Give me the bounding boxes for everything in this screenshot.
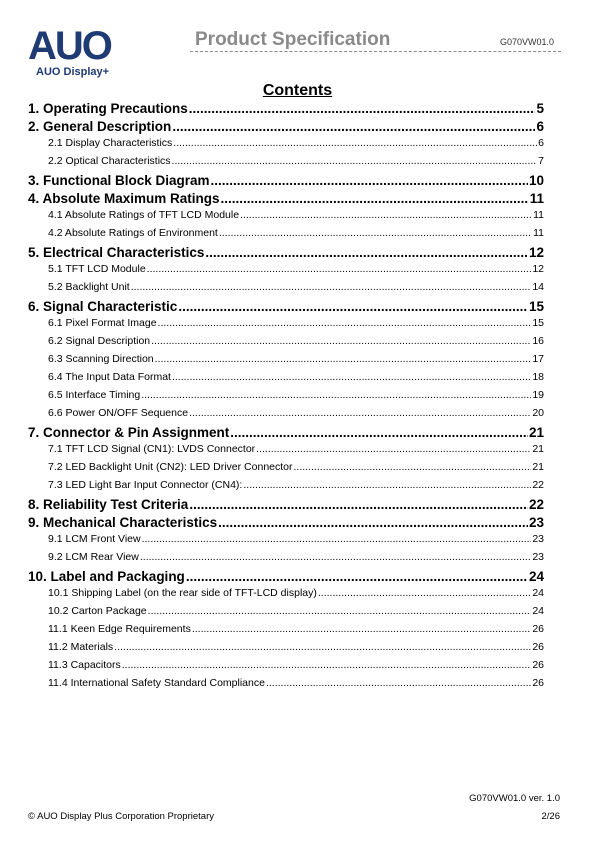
toc-entry-page: 26 xyxy=(532,641,544,653)
toc-dot-leader xyxy=(211,173,528,188)
header-rule xyxy=(190,51,561,52)
toc-entry-label: 8. Reliability Test Criteria xyxy=(28,497,189,512)
toc-entry-label: 4.2 Absolute Ratings of Environment xyxy=(48,227,218,239)
toc-entry-label: 4. Absolute Maximum Ratings xyxy=(28,191,220,206)
toc-dot-leader xyxy=(218,515,528,530)
toc-subsection-entry[interactable] xyxy=(28,551,544,569)
toc-dot-leader xyxy=(147,263,532,275)
toc-dot-leader xyxy=(148,605,532,617)
toc-subsection-entry[interactable] xyxy=(28,227,544,245)
toc-entry-page: 23 xyxy=(528,515,544,530)
toc-entry-page: 10 xyxy=(528,173,544,188)
toc-entry-label: 10. Label and Packaging xyxy=(28,569,185,584)
toc-dot-leader xyxy=(158,317,532,329)
toc-dot-leader xyxy=(189,497,528,512)
toc-section-entry[interactable] xyxy=(28,119,544,137)
toc-entry-label: 6.6 Power ON/OFF Sequence xyxy=(48,407,189,419)
footer-copyright: © AUO Display Plus Corporation Proprietary xyxy=(28,811,214,822)
toc-subsection-entry[interactable] xyxy=(28,137,544,155)
toc-entry-label: 4.1 Absolute Ratings of TFT LCD Module xyxy=(48,209,240,221)
toc-entry-label: 11.1 Keen Edge Requirements xyxy=(48,623,191,635)
toc-section-entry[interactable] xyxy=(28,425,544,443)
toc-subsection-entry[interactable] xyxy=(28,209,544,227)
toc-dot-leader xyxy=(192,623,531,635)
toc-entry-label: 11.4 International Safety Standard Compliance xyxy=(48,677,265,689)
toc-dot-leader xyxy=(189,407,531,419)
toc-dot-leader xyxy=(155,353,532,365)
toc-subsection-entry[interactable] xyxy=(28,623,544,641)
toc-entry-label: 11.2 Materials xyxy=(48,641,114,653)
toc-entry-page: 26 xyxy=(532,677,544,689)
toc-dot-leader xyxy=(131,281,532,293)
toc-subsection-entry[interactable] xyxy=(28,155,544,173)
toc-entry-label: 1. Operating Precautions xyxy=(28,101,188,116)
toc-entry-page: 21 xyxy=(532,461,544,473)
toc-dot-leader xyxy=(243,479,531,491)
toc-entry-page: 21 xyxy=(528,425,544,440)
toc-section-entry[interactable] xyxy=(28,299,544,317)
toc-entry-label: 2.2 Optical Characteristics xyxy=(48,155,171,167)
toc-entry-page: 26 xyxy=(532,623,544,635)
toc-entry-page: 6 xyxy=(538,137,544,149)
toc-entry-label: 6.3 Scanning Direction xyxy=(48,353,154,365)
toc-entry-label: 10.2 Carton Package xyxy=(48,605,147,617)
toc-entry-label: 2. General Description xyxy=(28,119,172,134)
logo-text: AUO xyxy=(28,26,111,64)
toc-entry-label: 6.2 Signal Description xyxy=(48,335,151,347)
toc-entry-label: 7.1 TFT LCD Signal (CN1): LVDS Connector xyxy=(48,443,256,455)
toc-subsection-entry[interactable] xyxy=(28,353,544,371)
footer-page-number: 2/26 xyxy=(541,811,560,822)
toc-entry-page: 11 xyxy=(533,227,544,239)
toc-dot-leader xyxy=(178,299,528,314)
toc-dot-leader xyxy=(205,245,528,260)
toc-entry-page: 26 xyxy=(532,659,544,671)
toc-section-entry[interactable] xyxy=(28,173,544,191)
toc-dot-leader xyxy=(189,101,536,116)
toc-entry-label: 9.2 LCM Rear View xyxy=(48,551,139,563)
table-of-contents xyxy=(28,101,544,695)
toc-entry-label: 3. Functional Block Diagram xyxy=(28,173,210,188)
toc-subsection-entry[interactable] xyxy=(28,371,544,389)
toc-entry-page: 24 xyxy=(528,569,544,584)
toc-dot-leader xyxy=(294,461,532,473)
toc-entry-label: 6.1 Pixel Format Image xyxy=(48,317,157,329)
toc-dot-leader xyxy=(141,389,531,401)
toc-entry-label: 7.2 LED Backlight Unit (CN2): LED Driver Connector xyxy=(48,461,293,473)
toc-section-entry[interactable] xyxy=(28,515,544,533)
toc-entry-page: 15 xyxy=(528,299,544,314)
toc-entry-page: 11 xyxy=(529,191,544,206)
toc-subsection-entry[interactable] xyxy=(28,389,544,407)
toc-section-entry[interactable] xyxy=(28,497,544,515)
toc-section-entry[interactable] xyxy=(28,245,544,263)
document-code: G070VW01.0 xyxy=(500,37,555,47)
toc-dot-leader xyxy=(172,119,535,134)
toc-subsection-entry[interactable] xyxy=(28,605,544,623)
toc-dot-leader xyxy=(151,335,531,347)
toc-entry-page: 21 xyxy=(532,443,544,455)
toc-subsection-entry[interactable] xyxy=(28,479,544,497)
document-title: Product Specification xyxy=(195,29,391,50)
toc-subsection-entry[interactable] xyxy=(28,461,544,479)
toc-dot-leader xyxy=(172,371,531,383)
toc-entry-label: 5.1 TFT LCD Module xyxy=(48,263,146,275)
toc-entry-label: 6.4 The Input Data Format xyxy=(48,371,171,383)
toc-entry-page: 12 xyxy=(532,263,544,275)
toc-subsection-entry[interactable] xyxy=(28,335,544,353)
toc-entry-page: 14 xyxy=(532,281,544,293)
toc-entry-page: 22 xyxy=(532,479,544,491)
toc-subsection-entry[interactable] xyxy=(28,677,544,695)
toc-dot-leader xyxy=(318,587,531,599)
toc-entry-page: 18 xyxy=(532,371,544,383)
toc-entry-label: 7. Connector & Pin Assignment xyxy=(28,425,230,440)
toc-entry-page: 24 xyxy=(532,605,544,617)
toc-entry-label: 9.1 LCM Front View xyxy=(48,533,141,545)
toc-entry-label: 10.1 Shipping Label (on the rear side of TFT-LCD display) xyxy=(48,587,317,599)
toc-entry-label: 11.3 Capacitors xyxy=(48,659,121,671)
toc-entry-page: 20 xyxy=(532,407,544,419)
toc-entry-page: 12 xyxy=(528,245,544,260)
logo-subtitle: AUO Display+ xyxy=(36,66,110,78)
toc-section-entry[interactable] xyxy=(28,101,544,119)
toc-entry-page: 23 xyxy=(532,533,544,545)
toc-entry-label: 5.2 Backlight Unit xyxy=(48,281,130,293)
footer-version: G070VW01.0 ver. 1.0 xyxy=(469,793,560,804)
toc-dot-leader xyxy=(122,659,532,671)
auo-logo xyxy=(28,26,120,64)
toc-entry-label: 6.5 Interface Timing xyxy=(48,389,141,401)
toc-entry-page: 24 xyxy=(532,587,544,599)
toc-dot-leader xyxy=(140,551,531,563)
toc-section-entry[interactable] xyxy=(28,569,544,587)
toc-entry-label: 2.1 Display Characteristics xyxy=(48,137,173,149)
toc-entry-label: 9. Mechanical Characteristics xyxy=(28,515,218,530)
toc-dot-leader xyxy=(219,227,532,239)
toc-subsection-entry[interactable] xyxy=(28,317,544,335)
toc-dot-leader xyxy=(266,677,531,689)
toc-section-entry[interactable] xyxy=(28,191,544,209)
toc-entry-label: 6. Signal Characteristic xyxy=(28,299,178,314)
toc-entry-page: 22 xyxy=(528,497,544,512)
contents-title: Contents xyxy=(262,82,333,99)
toc-entry-page: 7 xyxy=(538,155,544,167)
toc-entry-page: 11 xyxy=(533,209,544,221)
toc-entry-label: 7.3 LED Light Bar Input Connector (CN4): xyxy=(48,479,243,491)
toc-dot-leader xyxy=(173,137,537,149)
toc-dot-leader xyxy=(230,425,528,440)
toc-dot-leader xyxy=(142,533,532,545)
toc-entry-label: 5. Electrical Characteristics xyxy=(28,245,205,260)
toc-subsection-entry[interactable] xyxy=(28,281,544,299)
toc-entry-page: 17 xyxy=(532,353,544,365)
toc-dot-leader xyxy=(240,209,532,221)
toc-subsection-entry[interactable] xyxy=(28,533,544,551)
toc-dot-leader xyxy=(256,443,531,455)
toc-entry-page: 6 xyxy=(536,119,544,134)
toc-entry-page: 19 xyxy=(532,389,544,401)
toc-dot-leader xyxy=(221,191,529,206)
toc-subsection-entry[interactable] xyxy=(28,641,544,659)
toc-subsection-entry[interactable] xyxy=(28,659,544,677)
toc-subsection-entry[interactable] xyxy=(28,407,544,425)
toc-entry-page: 5 xyxy=(536,101,544,116)
toc-entry-page: 16 xyxy=(532,335,544,347)
toc-dot-leader xyxy=(172,155,538,167)
toc-subsection-entry[interactable] xyxy=(28,587,544,605)
auo-logo-icon xyxy=(28,26,120,64)
toc-subsection-entry[interactable] xyxy=(28,443,544,461)
toc-entry-page: 15 xyxy=(532,317,544,329)
toc-dot-leader xyxy=(186,569,528,584)
toc-subsection-entry[interactable] xyxy=(28,263,544,281)
toc-dot-leader xyxy=(114,641,531,653)
toc-entry-page: 23 xyxy=(532,551,544,563)
